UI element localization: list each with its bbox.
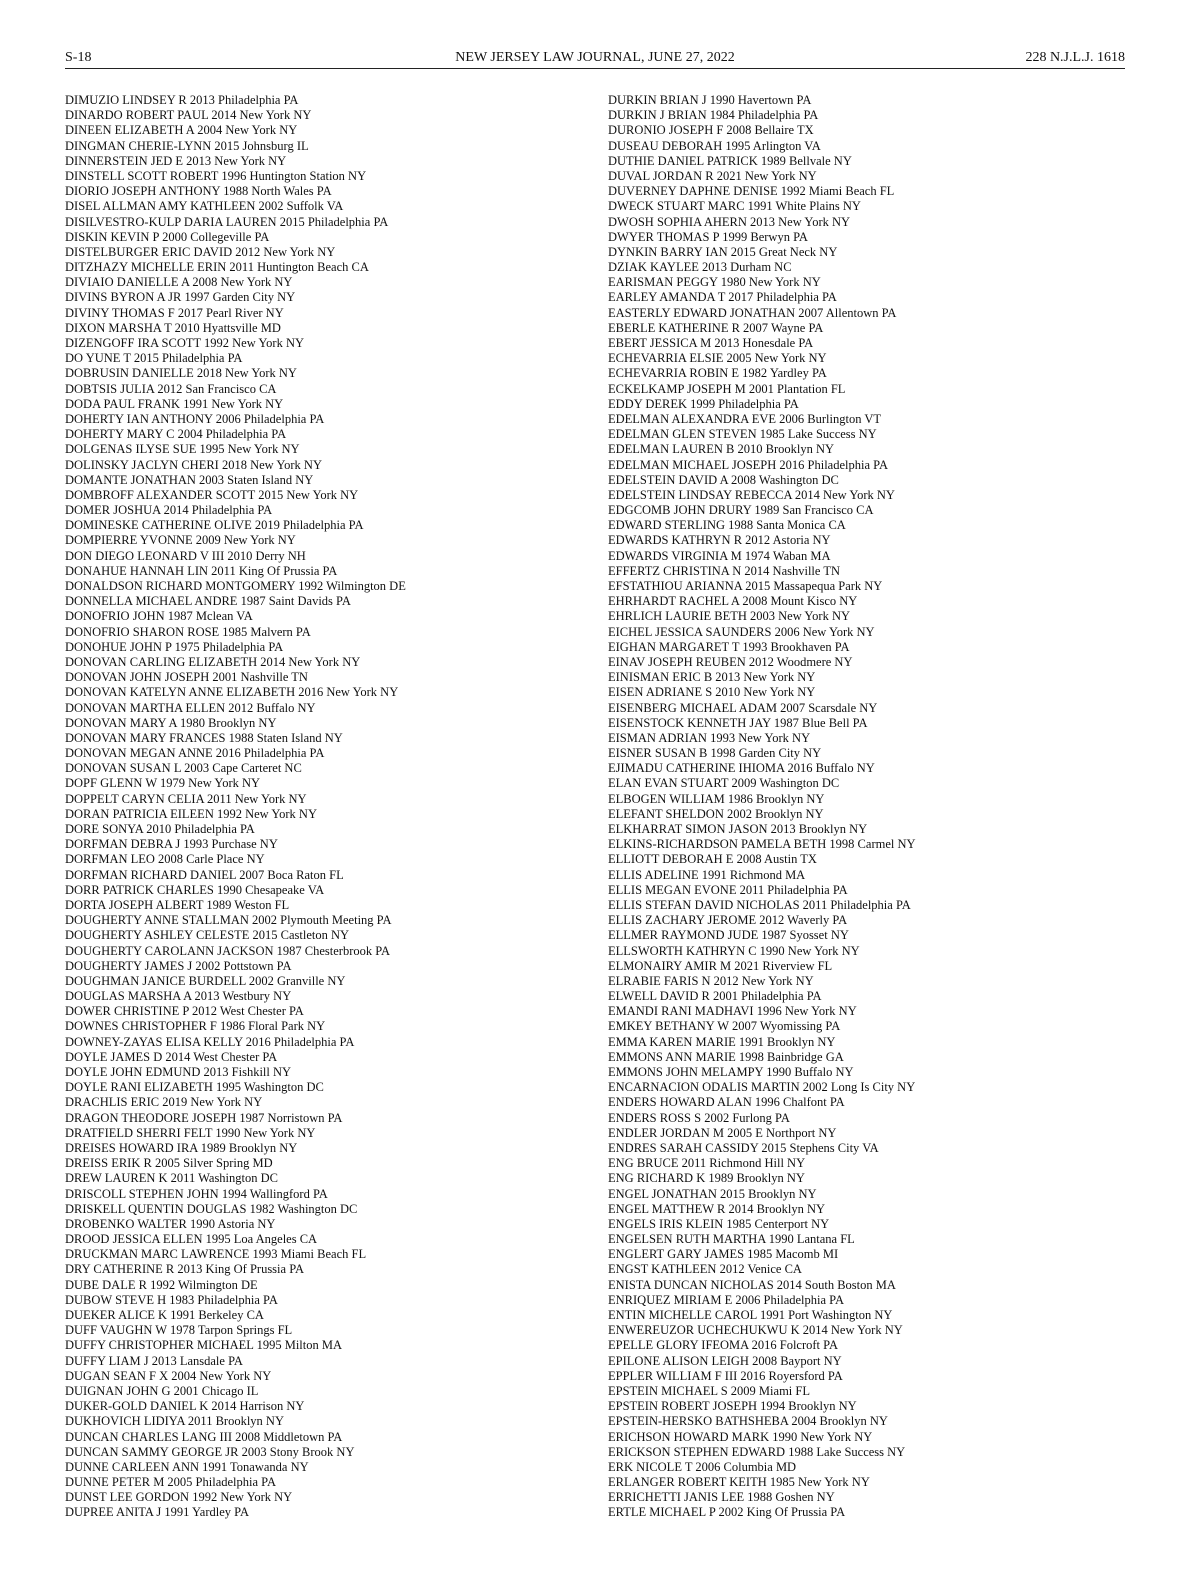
list-item: ERICHSON HOWARD MARK 1990 New York NY xyxy=(608,1429,873,1444)
list-item: DUBOW STEVE H 1983 Philadelphia PA xyxy=(65,1292,278,1307)
list-item: ELBOGEN WILLIAM 1986 Brooklyn NY xyxy=(608,791,825,806)
list-item: DUEKER ALICE K 1991 Berkeley CA xyxy=(65,1308,264,1322)
list-item: EPSTEIN-HERSKO BATHSHEBA 2004 Brooklyn NY xyxy=(608,1414,888,1429)
list-item: DUVERNEY DAPHNE DENISE 1992 Miami Beach FL xyxy=(608,184,895,199)
list-item: DONOVAN SUSAN L 2003 Cape Carteret NC xyxy=(65,761,302,776)
list-item: DOPPELT CARYN CELIA 2011 New York NY xyxy=(65,791,307,806)
list-item: DIVINY THOMAS F 2017 Pearl River NY xyxy=(65,305,284,320)
list-item: ERTLE MICHAEL P 2002 King Of Prussia PA xyxy=(608,1505,846,1520)
list-item: DREW LAUREN K 2011 Washington DC xyxy=(65,1171,278,1186)
list-item: DUSEAU DEBORAH 1995 Arlington VA xyxy=(608,138,821,153)
list-item: DOUGHERTY JAMES J 2002 Pottstown PA xyxy=(65,958,292,973)
list-item: DORAN PATRICIA EILEEN 1992 New York NY xyxy=(65,806,317,821)
list-item: ENCARNACION ODALIS MARTIN 2002 Long Is City NY xyxy=(608,1080,916,1095)
list-item: DWECK STUART MARC 1991 White Plains NY xyxy=(608,199,861,214)
list-item: DREISS ERIK R 2005 Silver Spring MD xyxy=(65,1156,273,1171)
list-item: DURONIO JOSEPH F 2008 Bellaire TX xyxy=(608,123,814,138)
list-item: DUKHOVICH LIDIYA 2011 Brooklyn NY xyxy=(65,1414,284,1429)
list-item: DRAGON THEODORE JOSEPH 1987 Norristown PA xyxy=(65,1110,343,1125)
list-item: DOUGHERTY ANNE STALLMAN 2002 Plymouth Meeting PA xyxy=(65,913,392,928)
list-item: DITZHAZY MICHELLE ERIN 2011 Huntington Beach CA xyxy=(65,260,369,275)
list-item: DORFMAN LEO 2008 Carle Place NY xyxy=(65,852,265,867)
list-item: EPPLER WILLIAM F III 2016 Royersford PA xyxy=(608,1368,843,1383)
list-item: ENDRES SARAH CASSIDY 2015 Stephens City VA xyxy=(608,1140,879,1155)
list-item: DONOFRIO SHARON ROSE 1985 Malvern PA xyxy=(65,624,311,639)
list-item: DON DIEGO LEONARD V III 2010 Derry NH xyxy=(65,548,306,563)
list-item: ENGEL MATTHEW R 2014 Brooklyn NY xyxy=(608,1201,825,1216)
list-item: DONAHUE HANNAH LIN 2011 King Of Prussia PA xyxy=(65,563,338,578)
list-item: ENISTA DUNCAN NICHOLAS 2014 South Boston MA xyxy=(608,1277,896,1292)
list-item: ECKELKAMP JOSEPH M 2001 Plantation FL xyxy=(608,381,846,396)
list-item: DUGAN SEAN F X 2004 New York NY xyxy=(65,1368,272,1383)
list-item: ENTIN MICHELLE CAROL 1991 Port Washington NY xyxy=(608,1308,893,1322)
list-item: DOPF GLENN W 1979 New York NY xyxy=(65,776,261,791)
list-item: EISNER SUSAN B 1998 Garden City NY xyxy=(608,746,822,761)
list-item: ENDERS HOWARD ALAN 1996 Chalfont PA xyxy=(608,1095,845,1110)
list-item: ECHEVARRIA ROBIN E 1982 Yardley PA xyxy=(608,366,827,381)
list-item: DOUGHMAN JANICE BURDELL 2002 Granville NY xyxy=(65,973,346,988)
list-item: EMANDI RANI MADHAVI 1996 New York NY xyxy=(608,1004,857,1019)
list-item: DORTA JOSEPH ALBERT 1989 Weston FL xyxy=(65,897,290,912)
list-item: ERRICHETTI JANIS LEE 1988 Goshen NY xyxy=(608,1490,835,1505)
list-item: ELLIS ZACHARY JEROME 2012 Waverly PA xyxy=(608,913,848,928)
list-item: DOWNES CHRISTOPHER F 1986 Floral Park NY xyxy=(65,1019,326,1034)
list-item: ENGELSEN RUTH MARTHA 1990 Lantana FL xyxy=(608,1232,855,1247)
list-item: ENGLERT GARY JAMES 1985 Macomb MI xyxy=(608,1247,839,1262)
list-item: DUPREE ANITA J 1991 Yardley PA xyxy=(65,1505,249,1520)
list-item: DINSTELL SCOTT ROBERT 1996 Huntington Station NY xyxy=(65,168,367,183)
page-header xyxy=(65,50,1125,69)
list-item: DOWNEY-ZAYAS ELISA KELLY 2016 Philadelphia PA xyxy=(65,1034,355,1049)
list-item: EFSTATHIOU ARIANNA 2015 Massapequa Park NY xyxy=(608,579,883,593)
list-item: DINEEN ELIZABETH A 2004 New York NY xyxy=(65,123,298,138)
list-item: EMKEY BETHANY W 2007 Wyomissing PA xyxy=(608,1019,841,1034)
list-item: DUFF VAUGHN W 1978 Tarpon Springs FL xyxy=(65,1323,293,1338)
list-item: DZIAK KAYLEE 2013 Durham NC xyxy=(608,260,792,275)
list-item: DISTELBURGER ERIC DAVID 2012 New York NY xyxy=(65,244,336,259)
list-item: EISEN ADRIANE S 2010 New York NY xyxy=(608,685,816,700)
list-item: DRATFIELD SHERRI FELT 1990 New York NY xyxy=(65,1125,316,1140)
list-item: DUIGNAN JOHN G 2001 Chicago IL xyxy=(65,1383,259,1398)
list-item: ERK NICOLE T 2006 Columbia MD xyxy=(608,1459,797,1474)
list-item: DISILVESTRO-KULP DARIA LAUREN 2015 Philadelphia PA xyxy=(65,214,389,229)
list-item: EARISMAN PEGGY 1980 New York NY xyxy=(608,275,821,290)
list-item: DONOVAN MARTHA ELLEN 2012 Buffalo NY xyxy=(65,700,316,715)
list-item: EDGCOMB JOHN DRURY 1989 San Francisco CA xyxy=(608,503,874,518)
list-item: DIVINS BYRON A JR 1997 Garden City NY xyxy=(65,290,296,305)
list-item: DRUCKMAN MARC LAWRENCE 1993 Miami Beach FL xyxy=(65,1247,367,1262)
list-item: EARLEY AMANDA T 2017 Philadelphia PA xyxy=(608,290,837,305)
list-item: DOUGHERTY ASHLEY CELESTE 2015 Castleton NY xyxy=(65,928,350,943)
list-item: DIORIO JOSEPH ANTHONY 1988 North Wales PA xyxy=(65,184,332,199)
list-item: DOBTSIS JULIA 2012 San Francisco CA xyxy=(65,381,277,396)
list-item: DORE SONYA 2010 Philadelphia PA xyxy=(65,822,255,836)
list-item: EDELMAN GLEN STEVEN 1985 Lake Success NY xyxy=(608,427,877,442)
list-item: DOYLE JAMES D 2014 West Chester PA xyxy=(65,1049,278,1064)
list-item: ENGELS IRIS KLEIN 1985 Centerport NY xyxy=(608,1216,830,1231)
list-item: DONOVAN KATELYN ANNE ELIZABETH 2016 New York NY xyxy=(65,685,399,700)
list-item: ELWELL DAVID R 2001 Philadelphia PA xyxy=(608,989,822,1004)
list-item: EDWARDS VIRGINIA M 1974 Waban MA xyxy=(608,548,831,563)
list-item: EPSTEIN MICHAEL S 2009 Miami FL xyxy=(608,1383,810,1398)
list-item: ELLIS MEGAN EVONE 2011 Philadelphia PA xyxy=(608,882,848,897)
list-item: DUFFY LIAM J 2013 Lansdale PA xyxy=(65,1353,243,1368)
page-number: S-18 xyxy=(65,50,92,65)
list-item: DONOVAN MARY FRANCES 1988 Staten Island NY xyxy=(65,730,343,745)
list-item: ENWEREUZOR UCHECHUKWU K 2014 New York NY xyxy=(608,1323,903,1338)
list-item: DOMINESKE CATHERINE OLIVE 2019 Philadelphia PA xyxy=(65,518,364,533)
list-item: DISEL ALLMAN AMY KATHLEEN 2002 Suffolk VA xyxy=(65,199,344,214)
list-item: DONALDSON RICHARD MONTGOMERY 1992 Wilmington DE xyxy=(65,579,406,593)
list-item: ELKHARRAT SIMON JASON 2013 Brooklyn NY xyxy=(608,822,868,836)
list-item: EDDY DEREK 1999 Philadelphia PA xyxy=(608,396,799,411)
list-item: DOMBROFF ALEXANDER SCOTT 2015 New York NY xyxy=(65,487,359,502)
list-item: ECHEVARRIA ELSIE 2005 New York NY xyxy=(608,351,827,366)
list-item: ENG RICHARD K 1989 Brooklyn NY xyxy=(608,1171,805,1186)
list-item: DONOVAN JOHN JOSEPH 2001 Nashville TN xyxy=(65,670,308,685)
list-item: EISMAN ADRIAN 1993 New York NY xyxy=(608,730,811,745)
list-item: ENGEL JONATHAN 2015 Brooklyn NY xyxy=(608,1186,817,1201)
list-item: DO YUNE T 2015 Philadelphia PA xyxy=(65,351,243,366)
list-item: ELRABIE FARIS N 2012 New York NY xyxy=(608,973,814,988)
list-item: EFFERTZ CHRISTINA N 2014 Nashville TN xyxy=(608,563,841,578)
list-item: DUNNE CARLEEN ANN 1991 Tonawanda NY xyxy=(65,1459,309,1474)
list-item: EINISMAN ERIC B 2013 New York NY xyxy=(608,670,816,685)
list-item: DUTHIE DANIEL PATRICK 1989 Bellvale NY xyxy=(608,153,852,168)
list-item: EMMONS JOHN MELAMPY 1990 Buffalo NY xyxy=(608,1065,854,1079)
list-item: ELLIS STEFAN DAVID NICHOLAS 2011 Philadelphia PA xyxy=(608,897,911,912)
list-item: DINNERSTEIN JED E 2013 New York NY xyxy=(65,153,287,168)
list-item: ELMONAIRY AMIR M 2021 Riverview FL xyxy=(608,958,833,973)
list-item: DUNST LEE GORDON 1992 New York NY xyxy=(65,1490,293,1505)
list-item: DONOVAN MARY A 1980 Brooklyn NY xyxy=(65,715,277,730)
list-item: DOHERTY IAN ANTHONY 2006 Philadelphia PA xyxy=(65,411,325,426)
list-item: EISENSTOCK KENNETH JAY 1987 Blue Bell PA xyxy=(608,715,868,730)
list-item: DUFFY CHRISTOPHER MICHAEL 1995 Milton MA xyxy=(65,1338,343,1353)
list-item: DRACHLIS ERIC 2019 New York NY xyxy=(65,1095,263,1110)
list-item: DURKIN J BRIAN 1984 Philadelphia PA xyxy=(608,108,819,123)
list-item: DOYLE JOHN EDMUND 2013 Fishkill NY xyxy=(65,1065,292,1079)
list-item: EASTERLY EDWARD JONATHAN 2007 Allentown PA xyxy=(608,305,897,320)
list-item: DYNKIN BARRY IAN 2015 Great Neck NY xyxy=(608,244,838,259)
list-item: DIMUZIO LINDSEY R 2013 Philadelphia PA xyxy=(65,93,299,107)
list-item: EBERT JESSICA M 2013 Honesdale PA xyxy=(608,336,814,350)
list-item: ERICKSON STEPHEN EDWARD 1988 Lake Success NY xyxy=(608,1444,906,1459)
list-item: DORFMAN RICHARD DANIEL 2007 Boca Raton FL xyxy=(65,867,344,882)
list-item: EINAV JOSEPH REUBEN 2012 Woodmere NY xyxy=(608,654,853,669)
list-item: ENGST KATHLEEN 2012 Venice CA xyxy=(608,1262,802,1277)
list-item: DRISKELL QUENTIN DOUGLAS 1982 Washington DC xyxy=(65,1201,358,1216)
list-item: EDELSTEIN LINDSAY REBECCA 2014 New York NY xyxy=(608,487,895,502)
list-item: DINARDO ROBERT PAUL 2014 New York NY xyxy=(65,108,312,123)
list-item: EDELMAN MICHAEL JOSEPH 2016 Philadelphia PA xyxy=(608,457,888,472)
list-item: DROBENKO WALTER 1990 Astoria NY xyxy=(65,1216,276,1231)
list-item: ELLMER RAYMOND JUDE 1987 Syosset NY xyxy=(608,928,849,943)
list-item: DIXON MARSHA T 2010 Hyattsville MD xyxy=(65,320,281,335)
list-item: DOMPIERRE YVONNE 2009 New York NY xyxy=(65,533,296,548)
list-item: EMMA KAREN MARIE 1991 Brooklyn NY xyxy=(608,1034,836,1049)
list-item: DOLGENAS ILYSE SUE 1995 New York NY xyxy=(65,442,300,457)
list-item: ELLSWORTH KATHRYN C 1990 New York NY xyxy=(608,943,860,958)
list-item: EDWARDS KATHRYN R 2012 Astoria NY xyxy=(608,533,831,548)
list-item: EICHEL JESSICA SAUNDERS 2006 New York NY xyxy=(608,624,875,639)
list-item: DOMANTE JONATHAN 2003 Staten Island NY xyxy=(65,472,314,487)
list-item: EDWARD STERLING 1988 Santa Monica CA xyxy=(608,518,846,533)
list-item: DUKER-GOLD DANIEL K 2014 Harrison NY xyxy=(65,1399,305,1414)
list-item: DROOD JESSICA ELLEN 1995 Loa Angeles CA xyxy=(65,1232,318,1247)
journal-title: NEW JERSEY LAW JOURNAL, JUNE 27, 2022 xyxy=(455,50,735,65)
list-item: DUBE DALE R 1992 Wilmington DE xyxy=(65,1277,258,1292)
list-item: EPILONE ALISON LEIGH 2008 Bayport NY xyxy=(608,1353,842,1368)
list-item: EISENBERG MICHAEL ADAM 2007 Scarsdale NY xyxy=(608,700,878,715)
list-item: EPELLE GLORY IFEOMA 2016 Folcroft PA xyxy=(608,1338,838,1353)
list-item: DONOVAN MEGAN ANNE 2016 Philadelphia PA xyxy=(65,746,325,761)
list-item: ELLIOTT DEBORAH E 2008 Austin TX xyxy=(608,852,817,867)
citation: 228 N.J.L.J. 1618 xyxy=(1025,50,1125,65)
list-item: ELLIS ADELINE 1991 Richmond MA xyxy=(608,867,806,882)
list-item: DONOHUE JOHN P 1975 Philadelphia PA xyxy=(65,639,284,654)
list-item: DOMER JOSHUA 2014 Philadelphia PA xyxy=(65,503,273,518)
list-item: DORR PATRICK CHARLES 1990 Chesapeake VA xyxy=(65,882,325,897)
list-item: DONNELLA MICHAEL ANDRE 1987 Saint Davids PA xyxy=(65,594,351,609)
list-item: ELEFANT SHELDON 2002 Brooklyn NY xyxy=(608,806,824,821)
list-item: DUNNE PETER M 2005 Philadelphia PA xyxy=(65,1475,276,1490)
list-item: EDELMAN LAUREN B 2010 Brooklyn NY xyxy=(608,442,835,457)
list-item: DRISCOLL STEPHEN JOHN 1994 Wallingford PA xyxy=(65,1186,328,1201)
left-column xyxy=(65,93,585,1521)
right-column xyxy=(608,93,1148,1521)
list-item: DOBRUSIN DANIELLE 2018 New York NY xyxy=(65,366,297,381)
list-item: DWYER THOMAS P 1999 Berwyn PA xyxy=(608,229,808,244)
list-item: EIGHAN MARGARET T 1993 Brookhaven PA xyxy=(608,639,850,654)
list-item: DODA PAUL FRANK 1991 New York NY xyxy=(65,396,284,411)
list-item: ENDLER JORDAN M 2005 E Northport NY xyxy=(608,1125,837,1140)
list-item: DONOVAN CARLING ELIZABETH 2014 New York NY xyxy=(65,654,361,669)
list-item: DINGMAN CHERIE-LYNN 2015 Johnsburg IL xyxy=(65,138,309,153)
list-item: EJIMADU CATHERINE IHIOMA 2016 Buffalo NY xyxy=(608,761,875,776)
list-item: EDELMAN ALEXANDRA EVE 2006 Burlington VT xyxy=(608,411,882,426)
list-item: DRY CATHERINE R 2013 King Of Prussia PA xyxy=(65,1262,305,1277)
list-item: ELKINS-RICHARDSON PAMELA BETH 1998 Carmel NY xyxy=(608,837,916,852)
list-item: DORFMAN DEBRA J 1993 Purchase NY xyxy=(65,837,278,852)
list-item: DOUGHERTY CAROLANN JACKSON 1987 Chesterbrook PA xyxy=(65,943,391,958)
list-item: EMMONS ANN MARIE 1998 Bainbridge GA xyxy=(608,1049,844,1064)
list-item: EBERLE KATHERINE R 2007 Wayne PA xyxy=(608,320,824,335)
list-item: DWOSH SOPHIA AHERN 2013 New York NY xyxy=(608,214,851,229)
list-item: ENDERS ROSS S 2002 Furlong PA xyxy=(608,1110,790,1125)
list-item: EHRLICH LAURIE BETH 2003 New York NY xyxy=(608,609,851,624)
list-item: DUNCAN CHARLES LANG III 2008 Middletown PA xyxy=(65,1429,343,1444)
list-item: DOUGLAS MARSHA A 2013 Westbury NY xyxy=(65,989,292,1004)
list-item: DOLINSKY JACLYN CHERI 2018 New York NY xyxy=(65,457,322,472)
list-item: DIZENGOFF IRA SCOTT 1992 New York NY xyxy=(65,336,305,350)
list-item: DONOFRIO JOHN 1987 Mclean VA xyxy=(65,609,253,624)
list-item: DURKIN BRIAN J 1990 Havertown PA xyxy=(608,93,812,107)
list-item: DISKIN KEVIN P 2000 Collegeville PA xyxy=(65,229,270,244)
list-item: DOWER CHRISTINE P 2012 West Chester PA xyxy=(65,1004,304,1019)
list-item: ENG BRUCE 2011 Richmond Hill NY xyxy=(608,1156,806,1171)
list-item: ENRIQUEZ MIRIAM E 2006 Philadelphia PA xyxy=(608,1292,844,1307)
list-item: DOHERTY MARY C 2004 Philadelphia PA xyxy=(65,427,287,442)
list-item: DREISES HOWARD IRA 1989 Brooklyn NY xyxy=(65,1140,298,1155)
list-item: ERLANGER ROBERT KEITH 1985 New York NY xyxy=(608,1475,870,1490)
list-item: DIVIAIO DANIELLE A 2008 New York NY xyxy=(65,275,293,290)
list-item: DUVAL JORDAN R 2021 New York NY xyxy=(608,168,817,183)
list-item: EHRHARDT RACHEL A 2008 Mount Kisco NY xyxy=(608,594,858,609)
list-item: EDELSTEIN DAVID A 2008 Washington DC xyxy=(608,472,839,487)
list-item: DOYLE RANI ELIZABETH 1995 Washington DC xyxy=(65,1080,324,1095)
list-item: EPSTEIN ROBERT JOSEPH 1994 Brooklyn NY xyxy=(608,1399,857,1414)
list-item: ELAN EVAN STUART 2009 Washington DC xyxy=(608,776,840,791)
list-item: DUNCAN SAMMY GEORGE JR 2003 Stony Brook NY xyxy=(65,1444,355,1459)
